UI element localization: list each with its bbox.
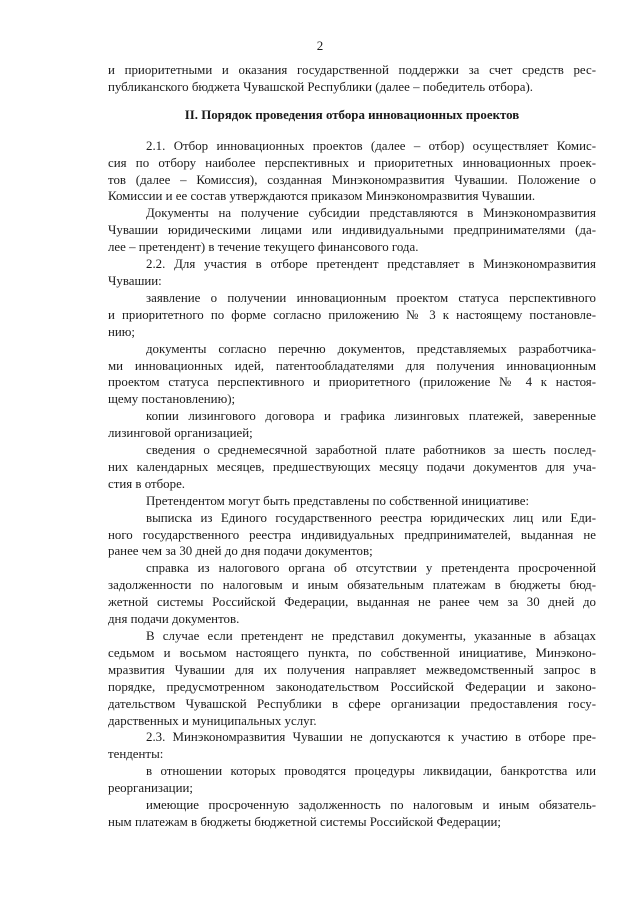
page-number: 2 — [316, 38, 324, 53]
text-line: ранее чем за 30 дней до дня подачи документов; — [108, 544, 373, 559]
paragraph — [108, 729, 596, 763]
text-line: мразвития Чувашии для их получения направляет межведомственный запрос в — [108, 662, 596, 677]
paragraphs-container — [108, 138, 596, 831]
text-line: Комиссии и ее состав утверждаются приказом Минэкономразвития Чувашии. — [108, 189, 536, 204]
text-line: жетной системы Российской Федерации, выданная не ранее чем за 30 дней до — [108, 595, 596, 610]
text-line: документы согласно перечню документов, представляемых разработчика- — [146, 341, 596, 356]
text-line: имеющие просроченную задолженность по налоговым и иным обязатель- — [146, 798, 596, 813]
text-line: сведения о среднемесячной заработной плате работников за шесть послед- — [146, 443, 596, 458]
text-line: и приоритетного по форме согласно приложению № 3 к настоящему постановле- — [108, 307, 596, 322]
text-line: Чувашии: — [108, 273, 162, 288]
paragraph — [108, 493, 596, 510]
paragraph — [108, 442, 596, 493]
paragraph — [108, 205, 596, 256]
text-line: седьмом и восьмом настоящего пункта, по собственной инициативе, Минэконо- — [108, 645, 596, 660]
text-line: и приоритетными и оказания государственной поддержки за счет средств рес- — [108, 63, 596, 77]
paragraph — [108, 510, 596, 561]
text-line: Претендентом могут быть представлены по собственной инициативе: — [146, 493, 530, 508]
text-line: нию; — [108, 324, 136, 339]
text-line: порядке, предусмотренном законодательством Российской Федерации и законо- — [108, 679, 596, 694]
paragraph — [108, 560, 596, 628]
paragraph — [108, 763, 596, 797]
text-line: реорганизации; — [108, 781, 193, 796]
text-line: 2.2. Для участия в отборе претендент представляет в Минэкономразвития — [146, 257, 596, 272]
text-line: сия по отбору наиболее перспективных и приоритетных инновационных проек- — [108, 155, 596, 170]
paragraph — [108, 341, 596, 409]
paragraph — [108, 628, 596, 729]
text-line: лее – претендент) в течение текущего финансового года. — [108, 240, 419, 255]
text-line: в отношении которых проводятся процедуры ликвидации, банкротства или — [146, 764, 596, 779]
text-line: дательством Чувашской Республики в сфере организации предоставления госу- — [108, 696, 596, 711]
text-line: Чувашии юридическими лицами или индивидуальными предпринимателями (да- — [108, 223, 596, 238]
text-line: ми инновационных идей, патентообладателями для получения инновационным — [108, 358, 596, 373]
intro-paragraph — [108, 62, 596, 96]
text-line: стия в отборе. — [108, 476, 186, 491]
document-body — [108, 62, 596, 831]
text-line: Документы на получение субсидии представляются в Минэкономразвития — [146, 206, 596, 221]
text-line: копии лизингового договора и графика лизинговых платежей, заверенные — [146, 409, 596, 424]
text-line: ного государственного реестра индивидуальных предпринимателей, выданная не — [108, 527, 596, 542]
paragraph — [108, 256, 596, 290]
text-line: щему постановлению); — [108, 392, 236, 407]
text-line: тов (далее – Комиссия), созданная Минэкономразвития Чувашии. Положение о — [108, 172, 596, 187]
text-line: 2.1. Отбор инновационных проектов (далее – отбор) осуществляет Комис- — [146, 138, 596, 153]
text-line: выписка из Единого государственного реестра юридических лиц или Еди- — [146, 510, 596, 525]
text-line: заявление о получении инновационным проектом статуса перспективного — [146, 290, 596, 305]
text-line: задолженности по налоговым и иным обязательным платежам в бюджеты бюд- — [108, 578, 596, 593]
text-line: В случае если претендент не представил документы, указанные в абзацах — [146, 629, 596, 643]
text-line: ным платежам в бюджеты бюджетной системы Российской Федерации; — [108, 814, 501, 829]
text-line: лизинговой организацией; — [108, 426, 253, 441]
paragraph — [108, 408, 596, 442]
paragraph — [108, 138, 596, 206]
section-heading: II. Порядок проведения отбора инновационных проектов — [184, 107, 520, 122]
text-line: справка из налогового органа об отсутствии у претендента просроченной — [146, 561, 596, 576]
text-line: них календарных месяцев, предшествующих месяцу подачи документов для уча- — [108, 459, 596, 474]
text-line: дарственных и муниципальных услуг. — [108, 713, 317, 728]
text-line: проектом статуса перспективного и приоритетного (приложение № 4 к настоя- — [108, 375, 596, 390]
text-line: публиканского бюджета Чувашской Республики (далее – победитель отбора). — [108, 79, 533, 94]
text-line: дня подачи документов. — [108, 612, 240, 627]
paragraph — [108, 290, 596, 341]
text-line: 2.3. Минэкономразвития Чувашии не допускаются к участию в отборе пре- — [146, 730, 596, 745]
paragraph — [108, 797, 596, 831]
text-line: тенденты: — [108, 747, 164, 762]
